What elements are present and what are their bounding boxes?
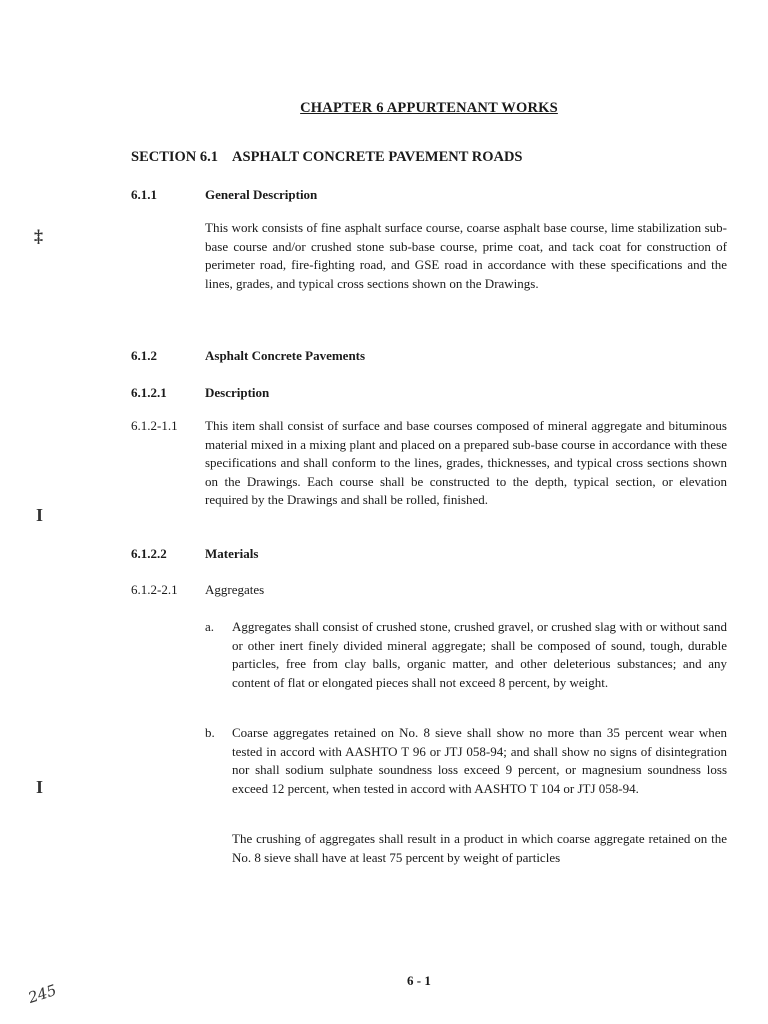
heading-title: Description: [205, 385, 270, 400]
heading-6-1-1: [131, 187, 317, 203]
handwritten-page-note: 245: [25, 981, 59, 1007]
paragraph-text: This item shall consist of surface and base courses composed of mineral aggregate and bituminous material mixed in a mixing plant and placed on a prepared sub-base course in accordance with these specifications and shall conform to the lines, grades, thicknesses, and typical cross sections shown on the Drawings. Each course shall be constructed to the depth, typical section, or elevation required by the Drawings and shall be rolled, finished.: [205, 418, 727, 508]
paragraph-number: 6.1.2-1.1: [131, 418, 178, 433]
list-marker: b.: [205, 725, 215, 740]
section-heading: ASPHALT CONCRETE PAVEMENT ROADS: [232, 149, 523, 165]
general-description-paragraph: This work consists of fine asphalt surface course, coarse asphalt base course, lime stabilization sub-base course and/or crushed stone sub-base course, prime coat, and tack coat for construction of perimeter road, fire-fighting road, and GSE road in accordance with these specifications and the lines, grades, and typical cross sections shown on the Drawings.: [205, 220, 727, 291]
heading-number: 6.1.2.1: [131, 385, 167, 400]
section-title: [131, 149, 523, 166]
margin-mark-icon: I: [36, 777, 44, 797]
continuation-paragraph: The crushing of aggregates shall result in a product in which coarse aggregate retained on the No. 8 sieve shall have at least 75 percent by weight of particles: [232, 831, 727, 865]
heading-title: General Description: [205, 187, 318, 202]
margin-mark-icon: ‡: [34, 226, 43, 246]
heading-number: 6.1.2: [131, 348, 157, 363]
heading-number: 6.1.2-2.1: [131, 582, 178, 597]
list-item-text: Coarse aggregates retained on No. 8 sieve shall show no more than 35 percent wear when tested in accord with AASHTO T 96 or JTJ 058-94; and shall show no signs of disintegration nor shall sodium sulphate soundness loss exceed 9 percent, or magnesium soundness loss exceed 12 percent, when tested in accord with AASHTO T 104 or JTJ 058-94.: [232, 725, 727, 796]
heading-title: Materials: [205, 546, 259, 561]
heading-6-1-2: [131, 348, 365, 364]
list-item-a: [205, 618, 727, 692]
heading-title: Asphalt Concrete Pavements: [205, 348, 366, 363]
list-marker: a.: [205, 619, 215, 634]
chapter-title: CHAPTER 6 APPURTENANT WORKS: [300, 100, 558, 116]
page-number: 6 - 1: [407, 973, 431, 988]
section-number: SECTION 6.1: [131, 149, 219, 165]
heading-number: 6.1.2.2: [131, 546, 167, 561]
list-item-b: [205, 724, 727, 798]
heading-6-1-2-2: [131, 546, 258, 562]
margin-mark-icon: I: [36, 505, 44, 525]
list-item-text: Aggregates shall consist of crushed stone, crushed gravel, or crushed slag with or without sand or other inert finely divided mineral aggregate; shall be composed of sound, tough, durable particles, free from clay balls, organic matter, and other deleterious substances; and any content of flat or elongated pieces shall not exceed 8 percent, by weight.: [232, 619, 727, 690]
heading-6-1-2-1: [131, 385, 269, 401]
paragraph-6-1-2-1-1: [131, 417, 727, 510]
heading-number: 6.1.1: [131, 187, 157, 202]
heading-6-1-2-2-1: [131, 582, 264, 598]
heading-title: Aggregates: [205, 582, 265, 597]
